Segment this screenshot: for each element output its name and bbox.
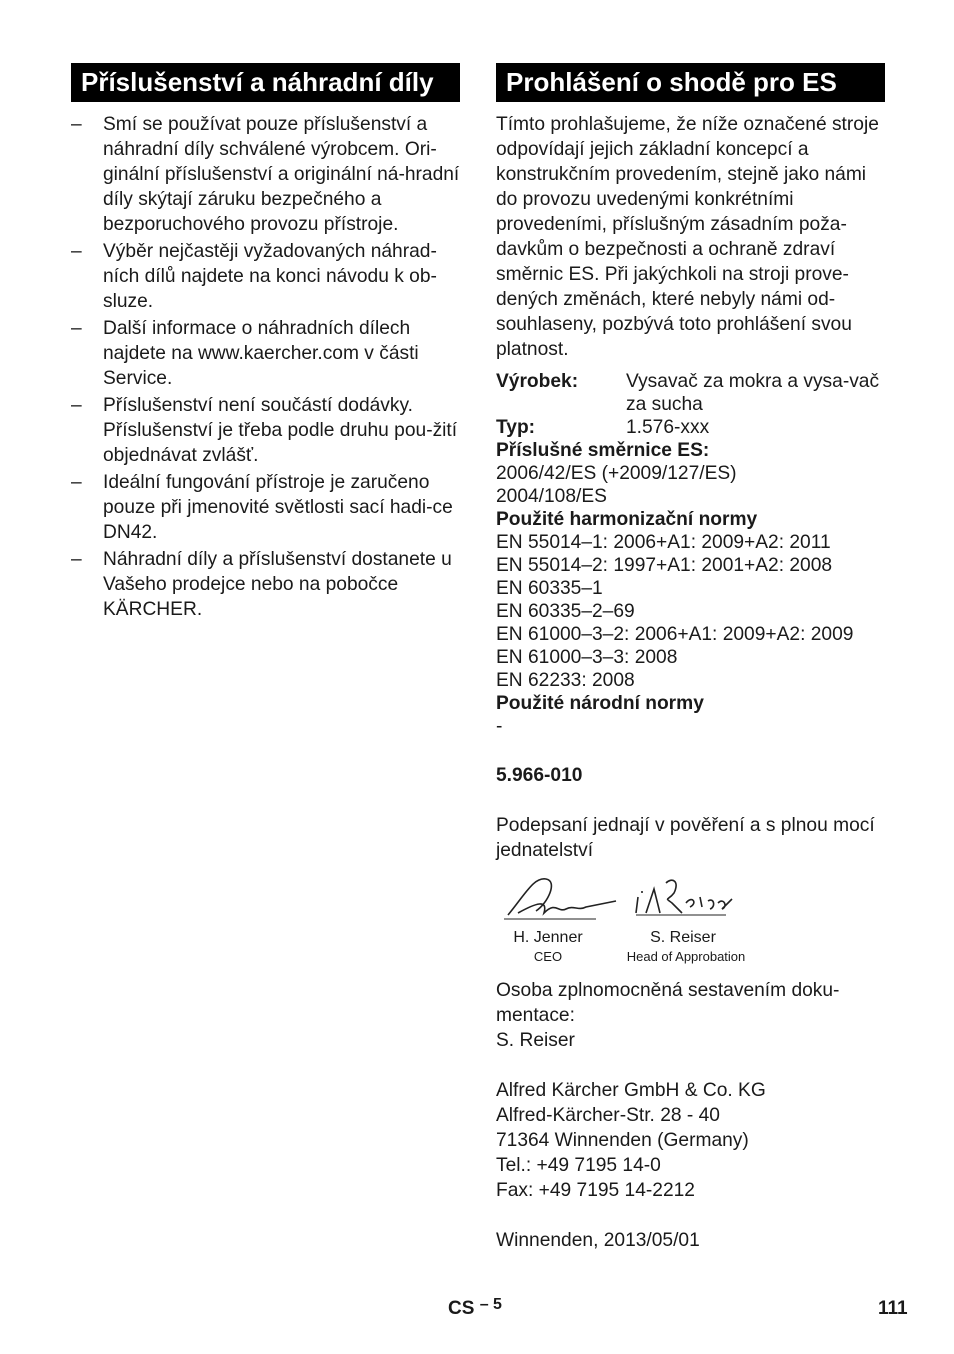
- standard-line: EN 62233: 2008: [496, 670, 635, 691]
- list-item-text: Ideální fungování přístroje je zaručeno pouze při jmenovité světlosti sací hadi-ce DN42.: [103, 472, 453, 543]
- doc-number: 5.966-010: [496, 765, 583, 786]
- list-item: [71, 316, 460, 391]
- directive-line: 2004/108/ES: [496, 486, 607, 507]
- address-line: Alfred Kärcher GmbH & Co. KG: [496, 1080, 766, 1101]
- list-item-text: Smí se používat pouze příslušenství a náhradní díly schválené výrobcem. Ori-ginální příslušenství a originální ná-hradní díly skýtají záruku bezpečného a bezporuchového provozu přístroje.: [103, 114, 460, 235]
- national-value: -: [496, 716, 503, 737]
- list-item-text: Výběr nejčastěji vyžadovaných náhrad-ních dílů najdete na konci návodu k ob-sluze.: [103, 241, 437, 312]
- list-item: [71, 393, 460, 468]
- type-value: 1.576-xxx: [626, 417, 710, 438]
- product-label: Výrobek:: [496, 371, 579, 392]
- standard-line: EN 55014–1: 2006+A1: 2009+A2: 2011: [496, 532, 831, 553]
- standard-line: EN 55014–2: 1997+A1: 2001+A2: 2008: [496, 555, 833, 576]
- page-number: 111: [878, 1298, 908, 1319]
- accessories-list: [71, 112, 460, 622]
- language-page: – 5: [479, 1296, 502, 1313]
- bullet-dash: –: [71, 549, 82, 570]
- directives-block: [496, 439, 885, 738]
- national-label: Použité národní normy: [496, 693, 704, 714]
- bullet-dash: –: [71, 241, 82, 262]
- address-line: 71364 Winnenden (Germany): [496, 1130, 749, 1151]
- declaration-intro: Tímto prohlašujeme, že níže označené stroje odpovídají jejich základní koncepcí a konstrukčním provedením, stejně jako námi do provozu uvedenými konkrétními provedeními, příslušným zásadním poža-davkům o bezpečnosti a ochraně zdraví směrnic ES. Při jakýchkoli na stroji prove-dených změnách, které nebyly námi od-souhlaseny, pozbývá toto prohlášení svou platnost.: [496, 114, 879, 360]
- declaration-heading: Prohlášení o shodě pro ES: [496, 63, 885, 102]
- signer-role: Head of Approbation: [626, 949, 746, 964]
- type-label: Typ:: [496, 417, 536, 438]
- accessories-heading: Příslušenství a náhradní díly: [71, 63, 460, 102]
- bullet-dash: –: [71, 472, 82, 493]
- address-line: Tel.: +49 7195 14-0: [496, 1155, 661, 1176]
- authorized-name: S. Reiser: [496, 1030, 575, 1051]
- list-item: [71, 547, 460, 622]
- product-value: Vysavač za mokra a vysa-vač za sucha: [626, 371, 880, 415]
- list-item: [71, 239, 460, 314]
- list-item: [71, 112, 460, 237]
- harmonized-label: Použité harmonizační normy: [496, 509, 758, 530]
- product-row: [496, 370, 885, 416]
- signed-text: Podepsaní jednají v pověření a s plnou mocí jednatelství: [496, 815, 875, 861]
- signer-name: H. Jenner: [513, 929, 583, 946]
- authorized-text: Osoba zplnomocněná sestavením doku-mentace:: [496, 980, 840, 1026]
- company-address: [496, 1078, 885, 1203]
- directive-line: 2006/42/ES (+2009/127/ES): [496, 463, 737, 484]
- bullet-dash: –: [71, 395, 82, 416]
- list-item-text: Příslušenství není součástí dodávky. Příslušenství je třeba podle druhu pou-žití objednávat zvlášť.: [103, 395, 458, 466]
- standard-line: EN 61000–3–2: 2006+A1: 2009+A2: 2009: [496, 624, 854, 645]
- signer-role: CEO: [533, 949, 563, 964]
- signer-name: S. Reiser: [650, 929, 716, 946]
- address-line: Alfred-Kärcher-Str. 28 - 40: [496, 1105, 720, 1126]
- product-info: [496, 370, 885, 439]
- list-item-text: Další informace o náhradních dílech najdete na www.kaercher.com v části Service.: [103, 318, 419, 389]
- standard-line: EN 61000–3–3: 2008: [496, 647, 678, 668]
- type-row: [496, 416, 885, 439]
- address-line: Fax: +49 7195 14-2212: [496, 1180, 695, 1201]
- signature-area: [496, 873, 885, 968]
- accessories-section: [71, 63, 460, 624]
- standard-line: EN 60335–1: [496, 578, 603, 599]
- bullet-dash: –: [71, 318, 82, 339]
- footer-language: [448, 1298, 502, 1320]
- standard-line: EN 60335–2–69: [496, 601, 635, 622]
- list-item: [71, 470, 460, 545]
- place-date: Winnenden, 2013/05/01: [496, 1230, 700, 1251]
- bullet-dash: –: [71, 114, 82, 135]
- directives-label: Příslušné směrnice ES:: [496, 440, 710, 461]
- declaration-section: [496, 63, 885, 1253]
- list-item-text: Náhradní díly a příslušenství dostanete u Vašeho prodejce nebo na pobočce KÄRCHER.: [103, 549, 452, 620]
- language-code: CS: [448, 1298, 475, 1319]
- signature-graphic: [496, 873, 756, 929]
